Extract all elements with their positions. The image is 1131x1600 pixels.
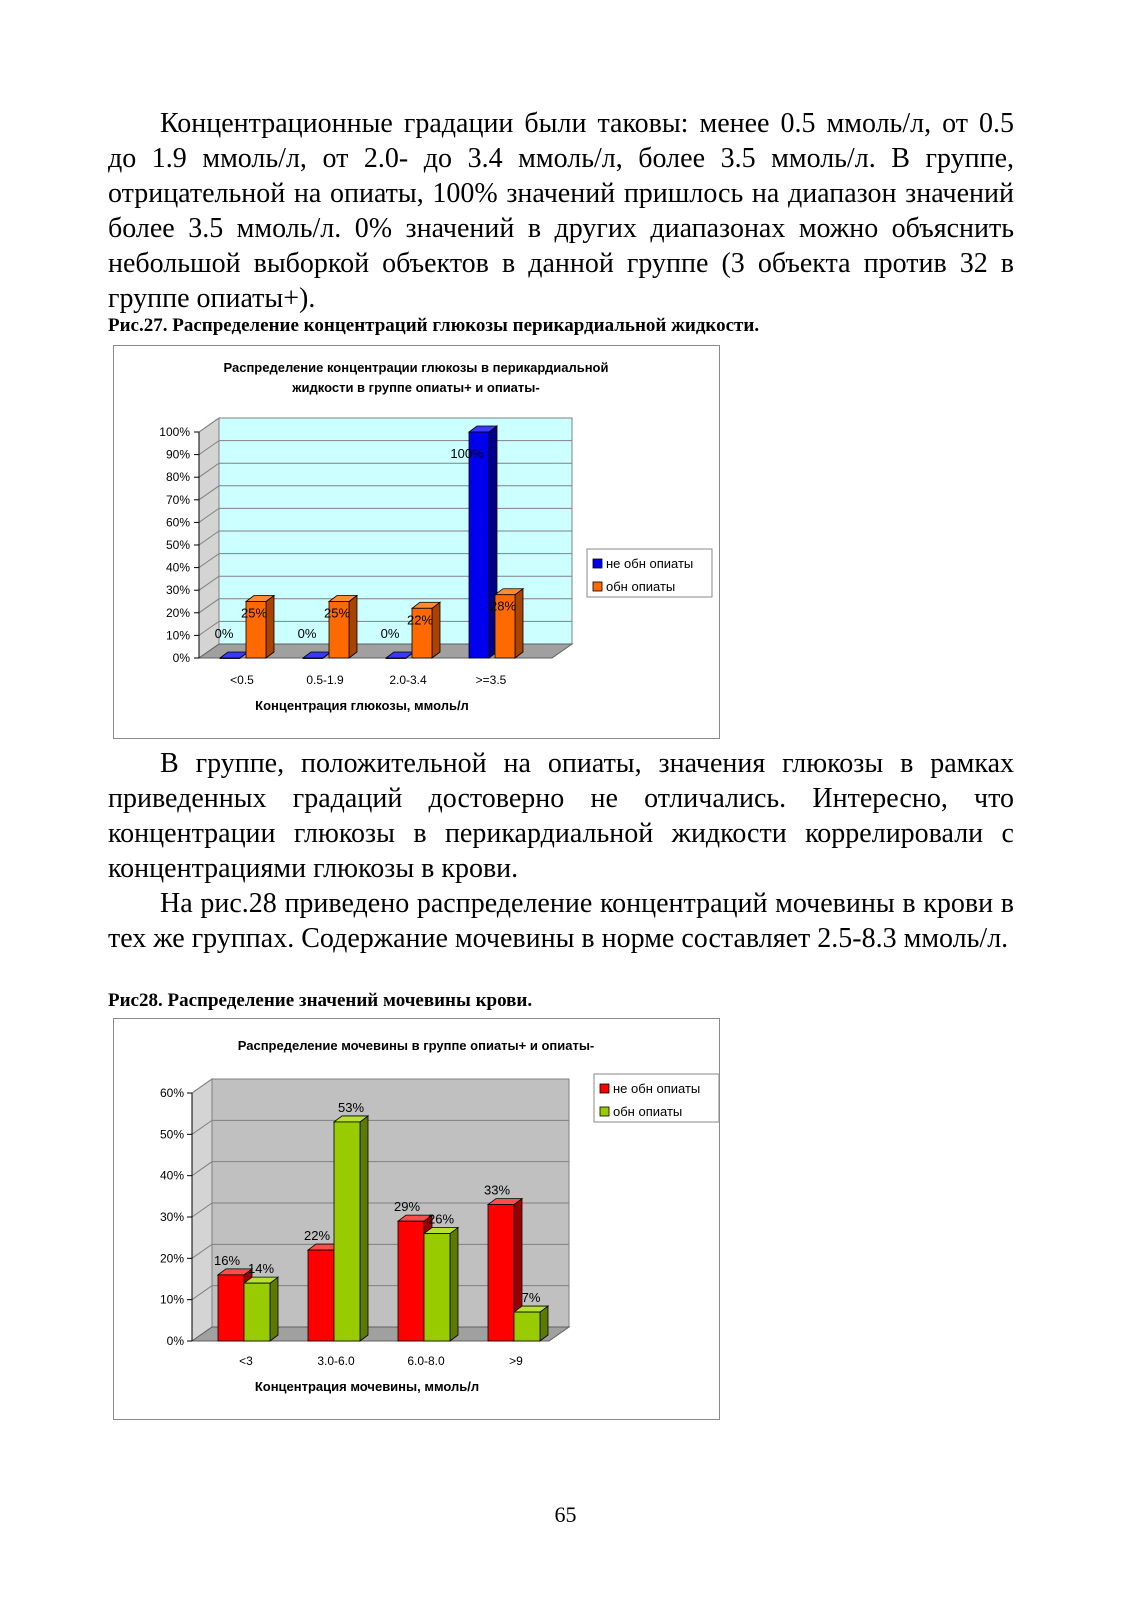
bar-chart-1-1-1	[334, 1122, 360, 1341]
y-tick-label: 90%	[165, 447, 190, 462]
urea-chart-svg	[114, 1019, 719, 1419]
y-tick-label: 60%	[159, 1086, 184, 1100]
x-tick-label: 6.0-8.0	[407, 1354, 445, 1368]
bar-chart-1-0-0	[218, 1275, 244, 1341]
y-tick-label: 70%	[165, 492, 190, 507]
legend-entry: обн опиаты	[613, 1104, 683, 1119]
bar-chart-1-2-0	[398, 1221, 424, 1341]
data-label: 33%	[483, 1182, 511, 1198]
data-label: 26%	[427, 1211, 455, 1227]
bar-chart-1-2-1	[424, 1234, 450, 1341]
x-tick-label: <3	[239, 1354, 253, 1368]
data-label: 16%	[213, 1252, 241, 1268]
glucose-chart	[113, 345, 720, 739]
legend-swatch	[593, 559, 602, 568]
y-tick-label: 20%	[159, 1251, 184, 1266]
chart-title: Распределение мочевины в группе опиаты+ и опиаты-	[237, 1038, 595, 1053]
bar-chart-0-1-0	[303, 658, 323, 659]
x-tick-label: <0.5	[230, 673, 254, 687]
y-tick-label: 80%	[165, 470, 190, 485]
data-label: 25%	[240, 605, 268, 621]
legend-swatch	[593, 582, 602, 591]
x-tick-label: 0.5-1.9	[306, 673, 344, 687]
bar-side	[515, 589, 523, 658]
bar-chart-0-3-0	[469, 432, 489, 658]
y-tick-label: 0%	[166, 1334, 184, 1348]
y-tick-label: 30%	[159, 1210, 184, 1224]
figure-28-caption: Рис28. Распределение значений мочевины крови.	[108, 990, 533, 1011]
bar-chart-1-0-1	[244, 1283, 270, 1341]
data-label: 14%	[247, 1261, 275, 1277]
y-tick-label: 10%	[159, 1292, 184, 1307]
figure-27-caption: Рис.27. Распределение концентраций глюкозы перикардиальной жидкости.	[108, 315, 760, 336]
y-tick-label: 20%	[165, 605, 190, 620]
y-tick-label: 40%	[165, 560, 190, 575]
page-number: 65	[554, 1502, 577, 1527]
data-label: 100%	[450, 446, 484, 461]
y-tick-label: 50%	[159, 1127, 184, 1142]
glucose-chart-svg	[114, 346, 719, 738]
y-tick-label: 50%	[165, 538, 190, 552]
bar-side	[266, 596, 274, 659]
y-tick-label: 100%	[159, 425, 190, 439]
data-label: 29%	[393, 1199, 421, 1215]
y-tick-label: 60%	[165, 515, 190, 530]
x-axis-label: Концентрация мочевины, ммоль/л	[254, 1379, 480, 1394]
legend-swatch	[600, 1084, 609, 1093]
data-label: 25%	[323, 605, 351, 621]
x-tick-label: 2.0-3.4	[389, 673, 427, 687]
x-tick-label: >9	[509, 1354, 523, 1368]
legend-entry: обн опиаты	[606, 579, 676, 594]
bar-side	[450, 1228, 458, 1341]
bar-side	[349, 596, 357, 659]
data-label: 28%	[489, 598, 517, 614]
x-tick-label: 3.0-6.0	[317, 1354, 355, 1368]
y-tick-label: 0%	[172, 651, 190, 665]
paragraph-glucose-result: В группе, положительной на опиаты, значения глюкозы в рамках приведенных градаций достоверно не отличались. Интересно, что концентрации глюкозы в перикардиальной жидкости коррелировали с концентрациями глюкозы в крови.	[108, 748, 1014, 884]
chart-title: Распределение концентрации глюкозы в перикардиальной	[223, 360, 609, 375]
paragraph-urea-intro: На рис.28 приведено распределение концентраций мочевины в крови в тех же группах. Содержание мочевины в норме составляет 2.5-8.3 ммоль/л.	[108, 888, 1014, 954]
y-tick-label: 40%	[159, 1168, 184, 1183]
data-label: 0%	[297, 626, 317, 641]
bar-chart-0-0-0	[220, 658, 240, 659]
bar-side	[270, 1277, 278, 1341]
chart-title: жидкости в группе опиаты+ и опиаты-	[292, 380, 540, 395]
bar-chart-1-3-1	[514, 1312, 540, 1341]
legend-swatch	[600, 1107, 609, 1116]
paragraph-gradations: Концентрационные градации были таковы: менее 0.5 ммоль/л, от 0.5 до 1.9 ммоль/л, от 2.0- до 3.4 ммоль/л, более 3.5 ммоль/л. В группе, отрицательной на опиаты, 100% значений пришлось на диапазон значений более 3.5 ммоль/л. 0% значений в других диапазонах можно объяснить небольшой выборкой объектов в данной группе (3 объекта против 32 в группе опиаты+).	[108, 108, 1014, 314]
x-axis-label: Концентрация глюкозы, ммоль/л	[255, 698, 469, 713]
bar-chart-0-2-0	[386, 658, 406, 659]
bar-chart-1-3-0	[488, 1205, 514, 1341]
legend-entry: не обн опиаты	[613, 1081, 701, 1096]
data-label: 22%	[303, 1228, 331, 1244]
data-label: 0%	[214, 626, 234, 641]
urea-chart	[113, 1018, 720, 1420]
y-tick-label: 10%	[165, 628, 190, 643]
data-label: 53%	[337, 1099, 365, 1115]
x-tick-label: >=3.5	[475, 673, 507, 687]
data-label: 22%	[406, 612, 434, 628]
data-label: 7%	[521, 1290, 541, 1306]
bar-side	[432, 602, 440, 658]
legend-entry: не обн опиаты	[606, 556, 694, 571]
y-tick-label: 30%	[165, 583, 190, 598]
bar-side	[360, 1116, 368, 1341]
bar-chart-1-1-0	[308, 1250, 334, 1341]
data-label: 0%	[380, 626, 400, 641]
